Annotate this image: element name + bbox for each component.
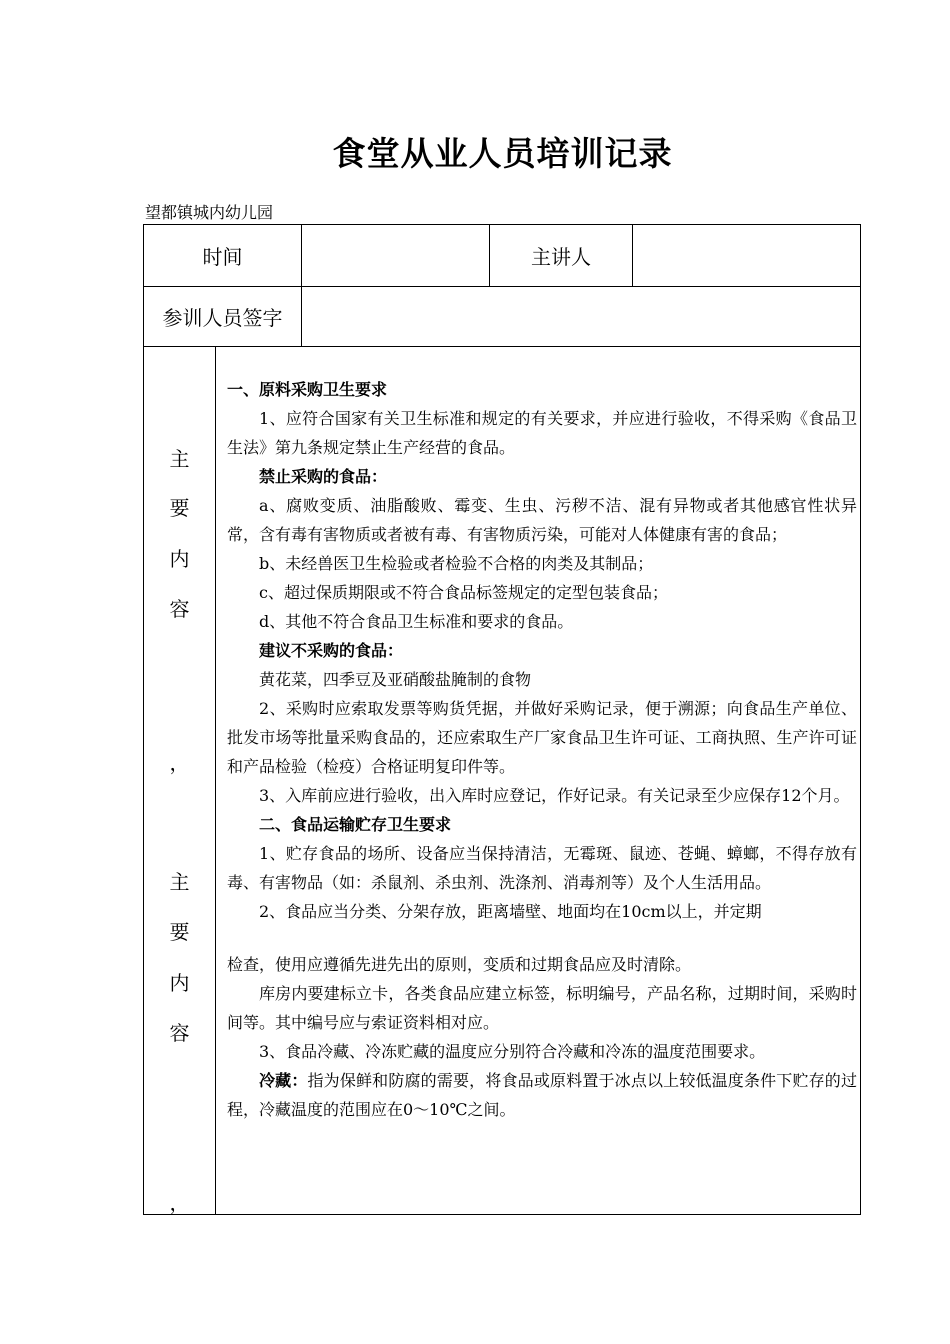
speaker-label: 主讲人 [531, 245, 591, 269]
time-label: 时间 [202, 245, 243, 269]
paragraph: d、其他不符合食品卫生标准和要求的食品。 [259, 612, 574, 631]
row-divider [144, 346, 860, 347]
page-title: 食堂从业人员培训记录 [332, 134, 673, 173]
side-char: 主 [169, 870, 190, 894]
paragraph: 3、入库前应进行验收，出入库时应登记，作好记录。有关记录至少应保存12个月。 [259, 786, 850, 805]
organization-name: 望都镇城内幼儿园 [145, 203, 274, 222]
term-label: 冷藏： [259, 1071, 308, 1090]
side-char: 内 [169, 547, 190, 571]
training-content [227, 375, 857, 1124]
main-content-label [144, 347, 215, 1215]
signature-field[interactable] [302, 287, 860, 346]
paragraph: 1、应符合国家有关卫生标准和规定的有关要求，并应进行验收，不得采购《食品卫生法》第九条规定禁止生产经营的食品。 [227, 409, 857, 457]
paragraph: 检查，使用应遵循先进先出的原则，变质和过期食品应及时清除。 [227, 955, 692, 974]
side-char: ， [169, 1191, 190, 1215]
paragraph [227, 1066, 857, 1124]
paragraph: 2、食品应当分类、分架存放，距离墙壁、地面均在10cm以上，并定期 [259, 902, 762, 921]
paragraph: 3、食品冷藏、冷冻贮藏的温度应分别符合冷藏和冷冻的温度范围要求。 [259, 1042, 766, 1061]
training-record-table [143, 224, 861, 1215]
paragraph: 1、贮存食品的场所、设备应当保持清洁，无霉斑、鼠迹、苍蝇、蟑螂，不得存放有毒、有害物品（如：杀鼠剂、杀虫剂、洗涤剂、消毒剂等）及个人生活用品。 [227, 844, 857, 892]
paragraph: 库房内要建标立卡，各类食品应建立标签，标明编号，产品名称，过期时间，采购时间等。其中编号应与索证资料相对应。 [227, 984, 857, 1032]
side-char: 要 [169, 496, 190, 520]
section-heading: 一、原料采购卫生要求 [227, 380, 388, 399]
sub-heading: 建议不采购的食品： [259, 641, 404, 660]
paragraph: 2、采购时应索取发票等购货凭据，并做好采购记录，便于溯源；向食品生产单位、批发市场等批量采购食品的，还应索取生产厂家食品卫生许可证、工商执照、生产许可证和产品检验（检疫）合格证明复印件等。 [227, 699, 857, 776]
paragraph: 黄花菜，四季豆及亚硝酸盐腌制的食物 [259, 670, 532, 689]
side-char: 容 [169, 1021, 190, 1045]
signature-label: 参训人员签字 [162, 306, 283, 330]
time-field[interactable] [302, 225, 489, 286]
paragraph: a、腐败变质、油脂酸败、霉变、生虫、污秽不洁、混有异物或者其他感官性状异常，含有毒有害物质或者被有毒、有害物质污染，可能对人体健康有害的食品； [227, 496, 857, 544]
side-char: 要 [169, 920, 190, 944]
speaker-field[interactable] [633, 225, 860, 286]
paragraph: b、未经兽医卫生检验或者检验不合格的肉类及其制品； [259, 554, 654, 573]
sub-heading: 禁止采购的食品： [259, 467, 388, 486]
paragraph: c、超过保质期限或不符合食品标签规定的定型包装食品； [259, 583, 668, 602]
side-char: 容 [169, 597, 190, 621]
side-char: ， [169, 751, 190, 775]
side-char: 内 [169, 971, 190, 995]
section-heading: 二、食品运输贮存卫生要求 [259, 815, 452, 834]
term-definition: 指为保鲜和防腐的需要，将食品或原料置于冰点以上较低温度条件下贮存的过程，冷藏温度的范围应在0～10℃之间。 [227, 1071, 857, 1119]
column-divider [215, 346, 216, 1214]
side-char: 主 [169, 447, 190, 471]
